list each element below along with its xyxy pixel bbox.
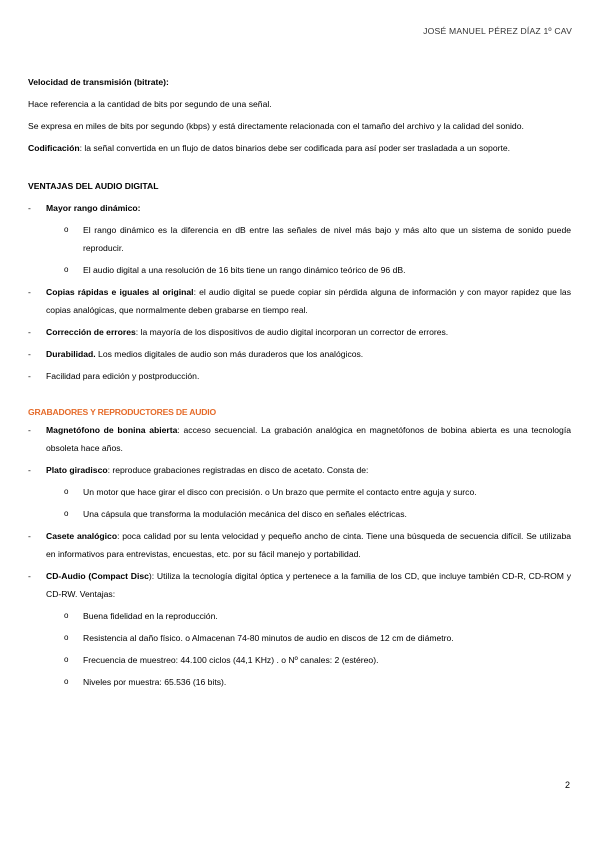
page-content xyxy=(28,73,571,695)
list-item: - Copias rápidas e iguales al original: el audio digital se puede copiar sin pérdida alguna de información y con mayor rapidez que las copias analógicas, que normalmente deben grabarse en tiempo real. xyxy=(28,287,571,315)
ventajas-heading: VENTAJAS DEL AUDIO DIGITAL xyxy=(28,181,159,191)
list-item: - CD-Audio (Compact Disc): Utiliza la tecnología digital óptica y pertenece a la familia de los CD, que incluye también CD-R, CD-ROM y CD-RW. Ventajas: xyxy=(28,571,571,599)
sub-list-item: o Resistencia al daño físico. o Almacenan 74-80 minutos de audio en discos de 12 cm de diámetro. xyxy=(64,633,454,643)
sub-list-item: o Frecuencia de muestreo: 44.100 ciclos (44,1 KHz) . o Nº canales: 2 (estéreo). xyxy=(64,655,379,665)
list-item: - Facilidad para edición y postproducción. xyxy=(28,371,200,381)
sub-list-item: o El rango dinámico es la diferencia en dB entre las señales de nivel más bajo y más alto que un sistema de sonido puede reproducir. xyxy=(64,225,571,253)
list-item: - Casete analógico: poca calidad por su lenta velocidad y pequeño ancho de cinta. Tiene una búsqueda de secuencia difícil. Se utilizaba en informativos para entrevistas, encuestas, etc. por su fácil manejo y portabilidad. xyxy=(28,531,571,559)
page-number: 2 xyxy=(564,780,570,790)
grabadores-heading: GRABADORES Y REPRODUCTORES DE AUDIO xyxy=(28,407,216,417)
sub-list-item: o Buena fidelidad en la reproducción. xyxy=(64,611,218,621)
sub-list-item: o Un motor que hace girar el disco con precisión. o Un brazo que permite el contacto entre aguja y surco. xyxy=(64,487,477,497)
list-item: - Magnetófono de bonina abierta: acceso secuencial. La grabación analógica en magnetófonos de bobina abierta es una tecnología obsoleta hace años. xyxy=(28,425,571,453)
codificacion-paragraph: Codificación: la señal convertida en un flujo de datos binarios debe ser codificada para así poder ser trasladada a un soporte. xyxy=(28,143,511,153)
bitrate-title: Velocidad de transmisión (bitrate): xyxy=(28,77,169,87)
list-item: - Mayor rango dinámico: xyxy=(28,203,141,213)
list-item: - Corrección de errores: la mayoría de los dispositivos de audio digital incorporan un corrector de errores. xyxy=(28,327,449,337)
sub-list-item: o Niveles por muestra: 65.536 (16 bits). xyxy=(64,677,227,687)
list-item: - Durabilidad. Los medios digitales de audio son más duraderos que los analógicos. xyxy=(28,349,364,359)
sub-list-item: o Una cápsula que transforma la modulación mecánica del disco en señales eléctricas. xyxy=(64,509,407,519)
codificacion-label: Codificación xyxy=(28,143,80,153)
bitrate-paragraph-1: Hace referencia a la cantidad de bits por segundo de una señal. xyxy=(28,99,272,109)
list-item: - Plato giradisco: reproduce grabaciones registradas en disco de acetato. Consta de: xyxy=(28,465,369,475)
page-header: JOSÉ MANUEL PÉREZ DÍAZ 1º CAV xyxy=(423,26,572,36)
sub-list-item: o El audio digital a una resolución de 16 bits tiene un rango dinámico teórico de 96 dB. xyxy=(64,265,406,275)
bitrate-paragraph-2: Se expresa en miles de bits por segundo (kbps) y está directamente relacionada con el tamaño del archivo y la calidad del sonido. xyxy=(28,121,524,131)
